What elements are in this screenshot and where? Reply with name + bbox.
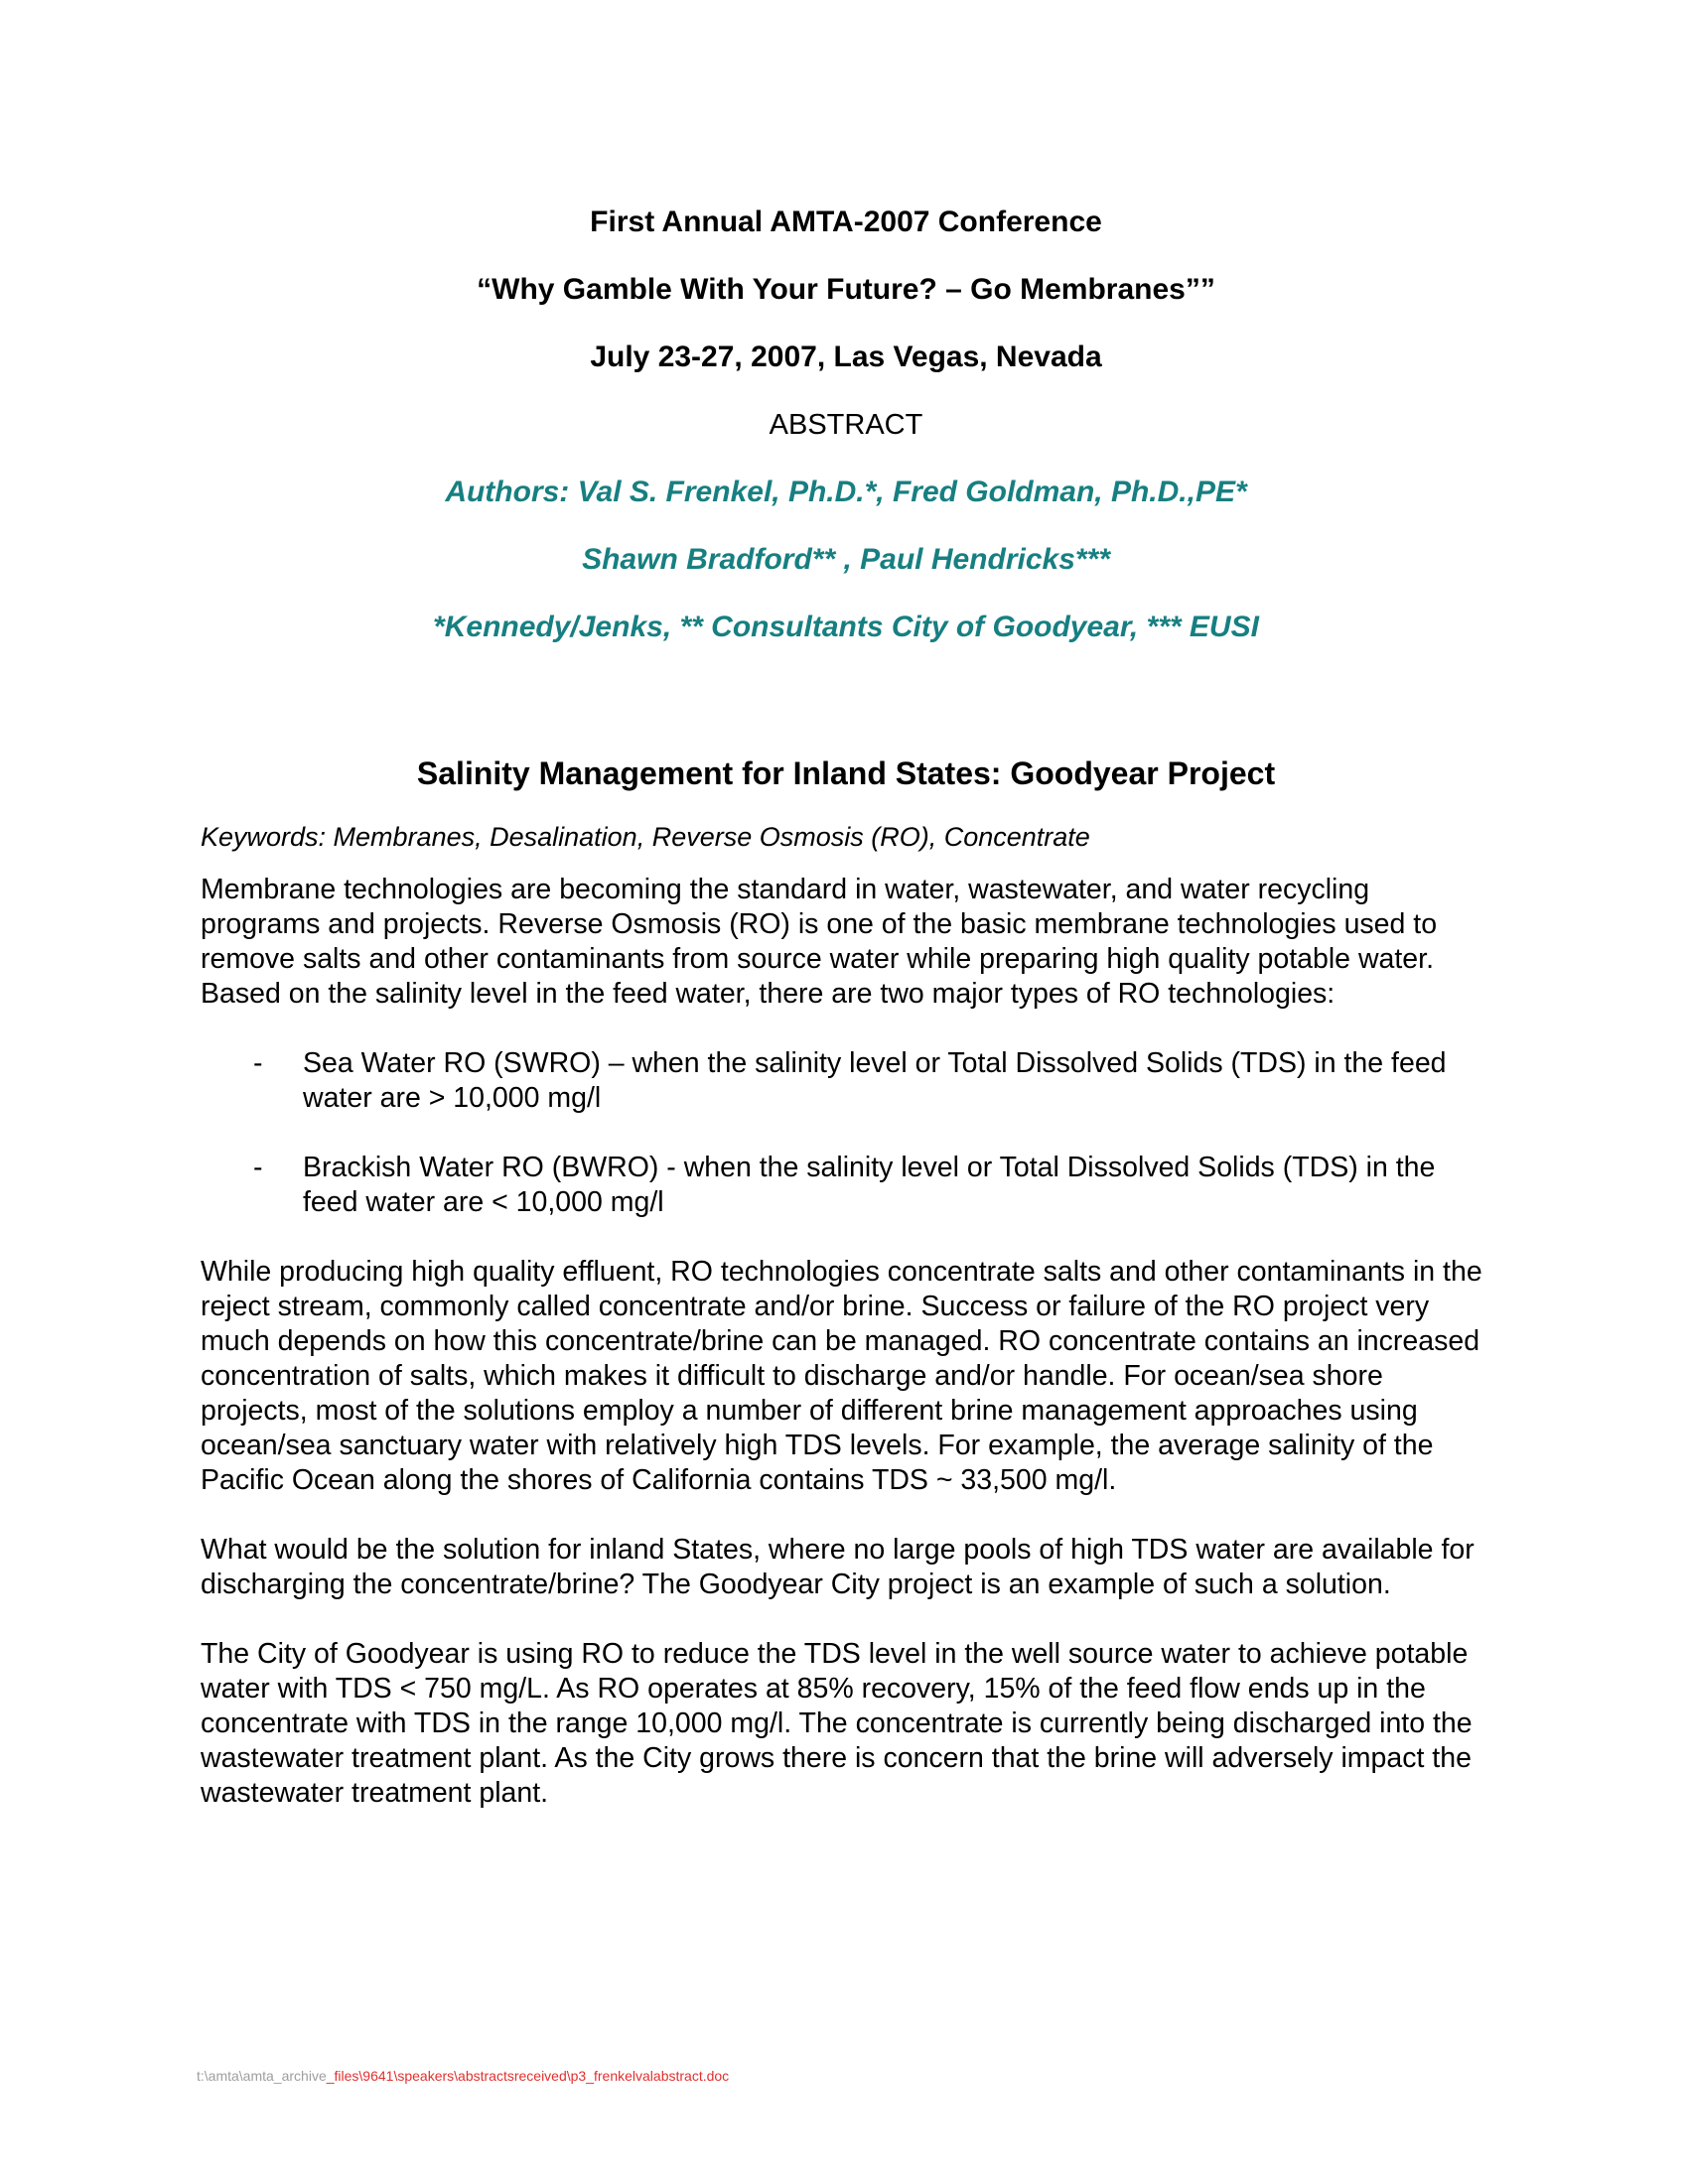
paragraph-concentrate: While producing high quality effluent, RO technologies concentrate salts and other contaminants in the reject stream, commonly called concentrate and/or brine. Success or failure of the RO project very much depends on how this concentrate/brine can be managed. RO concentrate contains an increased concentration of salts, which makes it difficult to discharge and/or handle. For ocean/sea shore projects, most of the solutions employ a number of different brine management approaches using ocean/sea sanctuary water with relatively high TDS levels. For example, the average salinity of the Pacific Ocean along the shores of California contains TDS ~ 33,500 mg/l. xyxy=(201,1256,1482,1496)
paragraph-inland-question: What would be the solution for inland States, where no large pools of high TDS water are available for discharging the concentrate/brine? The Goodyear City project is an example of such a solution. xyxy=(201,1534,1475,1600)
paper-title: Salinity Management for Inland States: Goodyear Project xyxy=(416,755,1276,791)
document-content xyxy=(201,189,1491,1811)
abstract-label: ABSTRACT xyxy=(769,409,923,441)
conference-date-location: July 23-27, 2007, Las Vegas, Nevada xyxy=(590,341,1102,373)
list-item-bwro xyxy=(201,1151,1491,1220)
bullet-dash: - xyxy=(253,1152,263,1183)
list-item-text: Brackish Water RO (BWRO) - when the salinity level or Total Dissolved Solids (TDS) in the feed water are < 10,000 mg/l xyxy=(303,1152,1436,1218)
list-item-swro xyxy=(201,1046,1491,1116)
authors-line-1: Authors: Val S. Frenkel, Ph.D.*, Fred Goldman, Ph.D.,PE* xyxy=(445,476,1247,508)
authors-line-2: Shawn Bradford** , Paul Hendricks*** xyxy=(582,543,1110,576)
file-path-footer xyxy=(197,2067,729,2085)
ro-types-list xyxy=(201,1046,1491,1220)
list-item-text: Sea Water RO (SWRO) – when the salinity level or Total Dissolved Solids (TDS) in the feed water are > 10,000 mg/l xyxy=(303,1047,1447,1114)
bullet-dash: - xyxy=(253,1047,263,1079)
paragraph-intro: Membrane technologies are becoming the standard in water, wastewater, and water recycling programs and projects. Reverse Osmosis (RO) is one of the basic membrane technologies used to remove salts and other contaminants from source water while preparing high quality potable water. Based on the salinity level in the feed water, there are two major types of RO technologies: xyxy=(201,874,1438,1010)
keywords-line: Keywords: Membranes, Desalination, Reverse Osmosis (RO), Concentrate xyxy=(201,822,1090,852)
conference-tagline: “Why Gamble With Your Future? – Go Membranes”” xyxy=(477,273,1215,306)
file-path-red-segment: _files\9641\speakers\abstractsreceived\p3_frenkelvalabstract.doc xyxy=(326,2068,730,2084)
authors-affiliations: *Kennedy/Jenks, ** Consultants City of Goodyear, *** EUSI xyxy=(433,611,1259,643)
paragraph-goodyear: The City of Goodyear is using RO to reduce the TDS level in the well source water to achieve potable water with TDS < 750 mg/L. As RO operates at 85% recovery, 15% of the feed flow ends up in the concentrate with TDS in the range 10,000 mg/l. The concentrate is currently being discharged into the wastewater treatment plant. As the City grows there is concern that the brine will adversely impact the wastewater treatment plant. xyxy=(201,1638,1473,1809)
conference-name: First Annual AMTA-2007 Conference xyxy=(590,205,1102,238)
file-path-gray-segment: t:\amta\amta_archive xyxy=(197,2068,327,2084)
